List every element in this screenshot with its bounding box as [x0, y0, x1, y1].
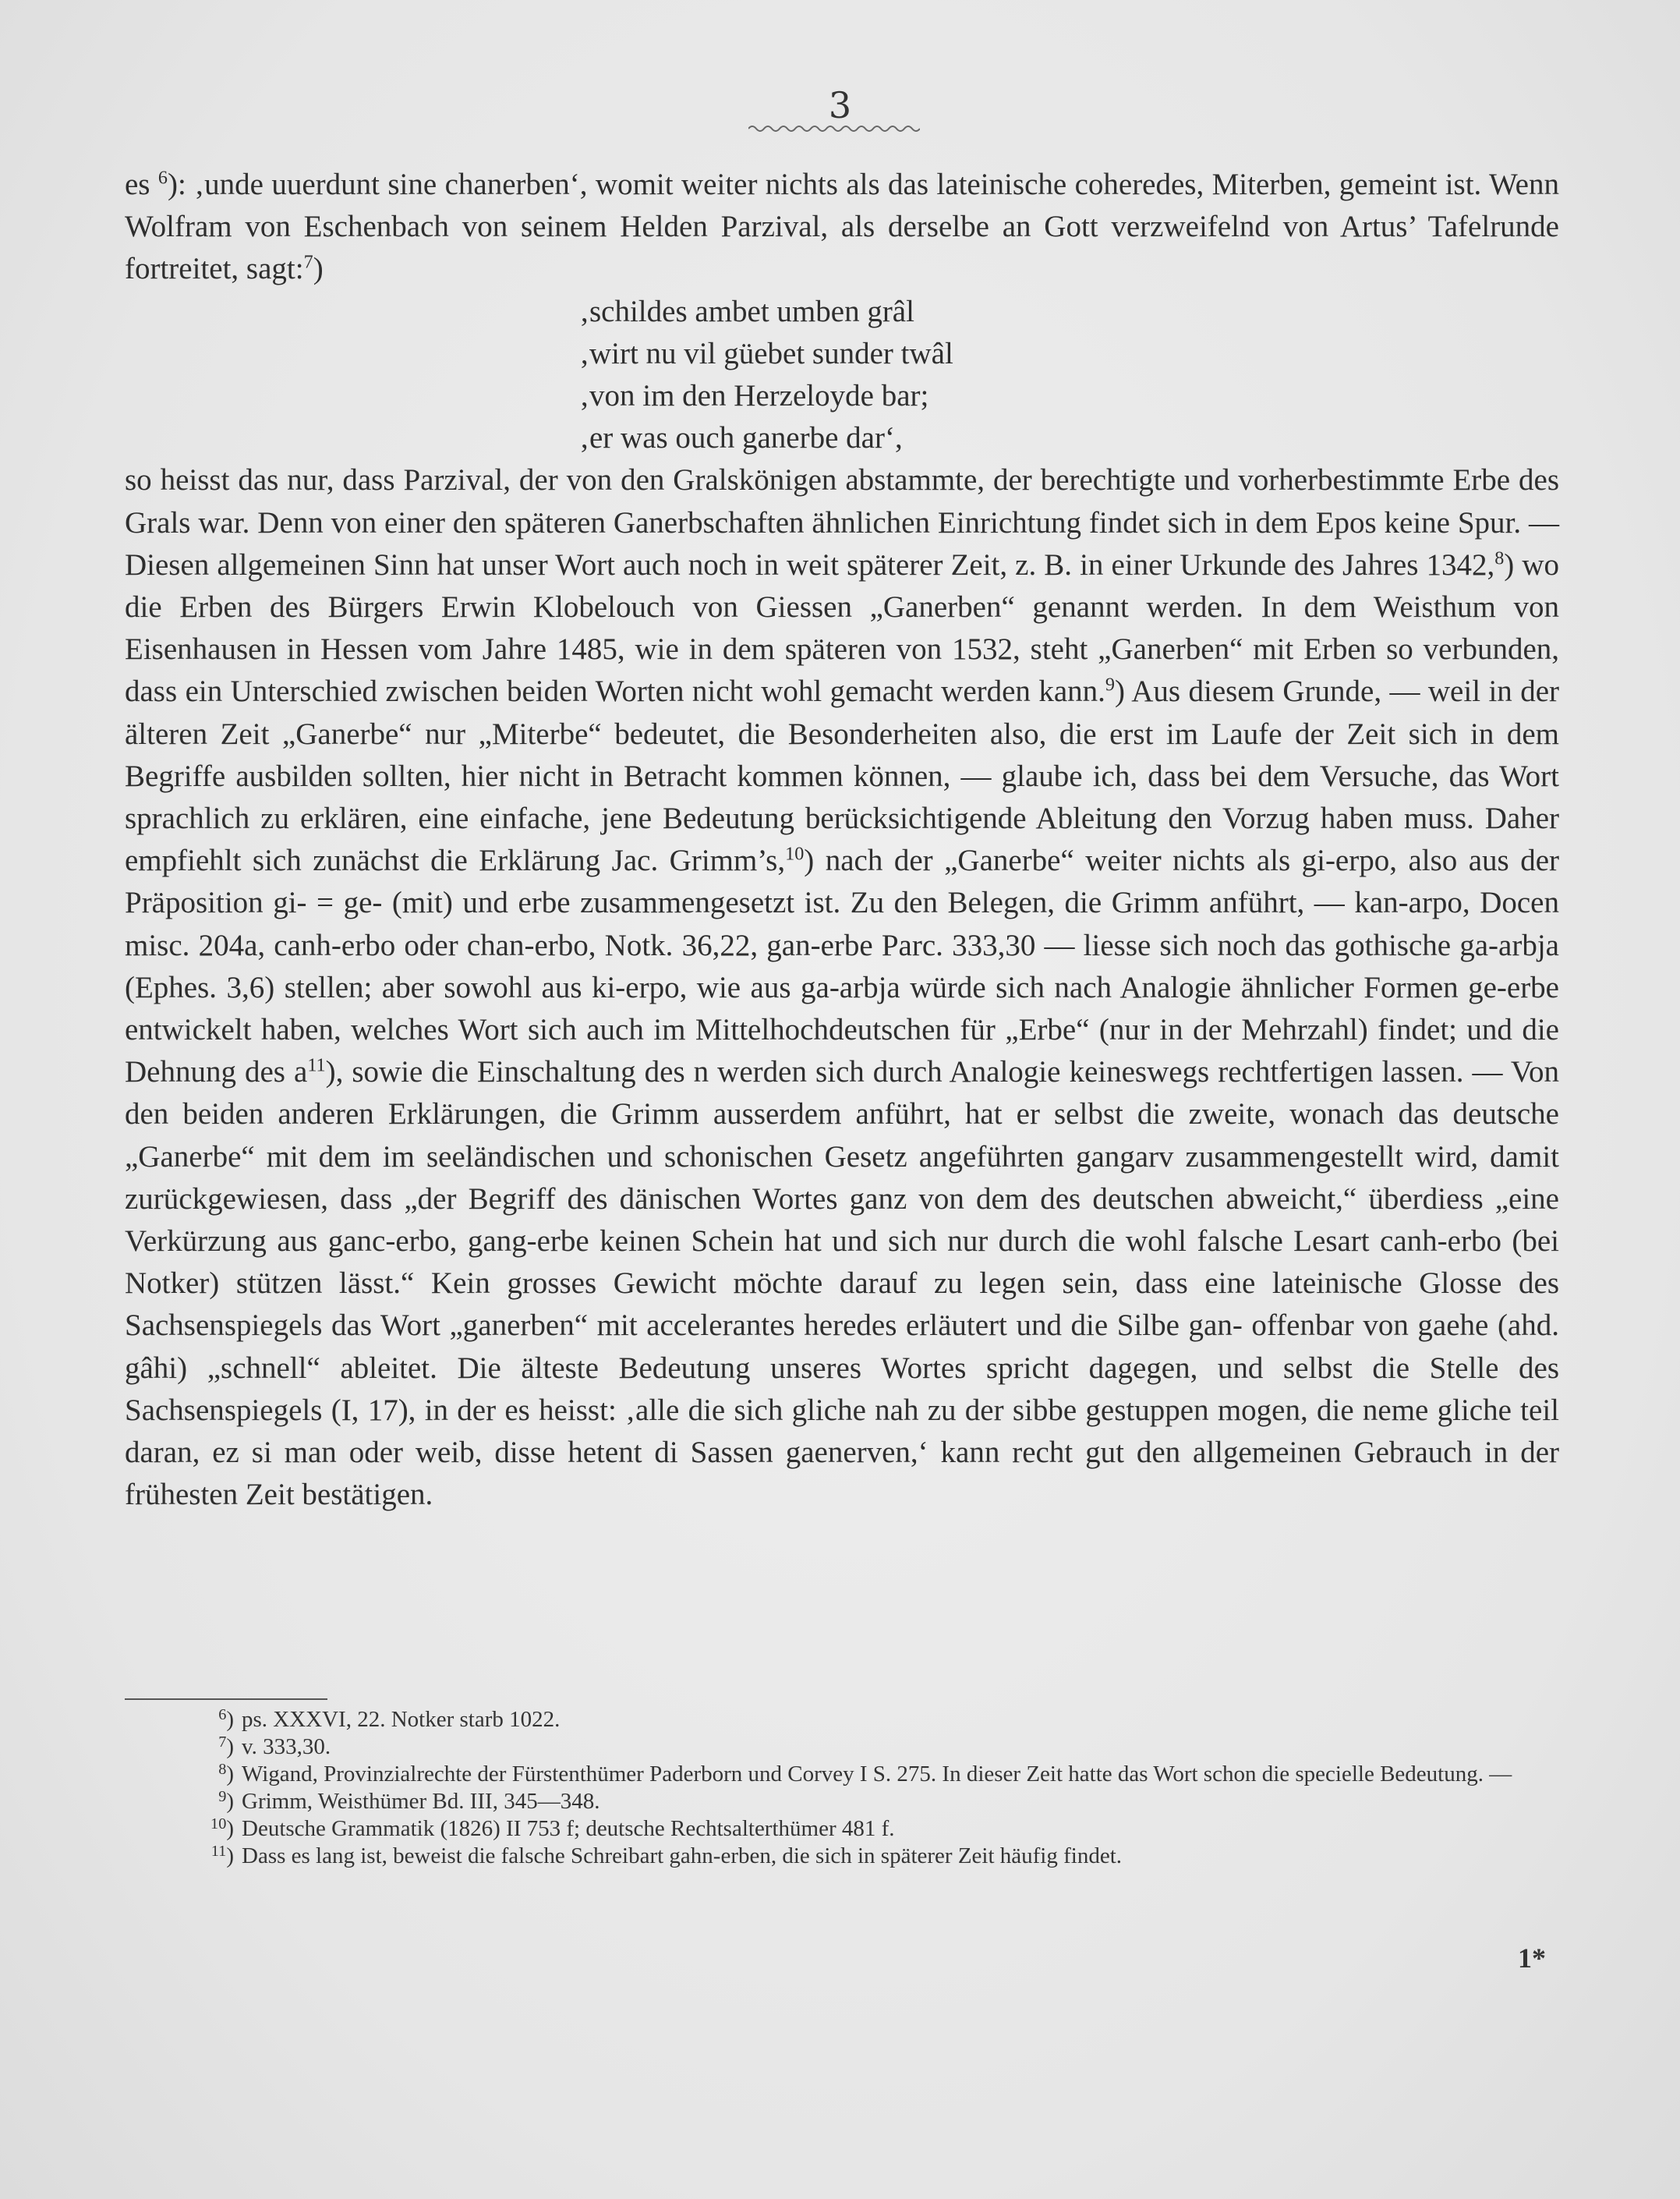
- footnote-ref: 9: [1105, 675, 1115, 696]
- footnote-number-text: 8: [218, 1760, 227, 1778]
- footnote: [125, 1843, 1562, 1870]
- footnote-text: Dass es lang ist, beweist die falsche Schreibart gahn-erben, die sich in späterer Zeit häufig findet.: [242, 1843, 1123, 1868]
- footnote-text: Wigand, Provinzialrechte der Fürstenthümer Paderborn und Corvey I S. 275. In dieser Zeit hatte das Wort schon die specielle Bedeutung. —: [242, 1762, 1512, 1786]
- printer-signature: 1*: [1518, 1942, 1546, 1974]
- verse-line: ‚von im den Herzeloyde bar;: [579, 379, 929, 413]
- footnote-number: $^9$): [218, 1787, 234, 1814]
- footnote-ref: 10: [785, 843, 805, 865]
- verse-line: ‚schildes ambet umben grâl: [579, 294, 914, 328]
- text-span: so heisst das nur, dass Parzival, der von den Gralskönigen abstammte, der berechtigte und vorherbestimmte Erbe des Grals war. Denn von einer den späteren Ganerbschaften ähnlichen Einrichtung findet sich in dem Epos keine Spur. — Diesen allgemeinen Sinn hat unser Wort auch noch in weit späterer Zeit, z. B. in einer Urkunde des Jahres 1342,: [125, 463, 1559, 582]
- footnote-number-text: 7: [218, 1733, 227, 1751]
- text-span: es: [125, 168, 158, 201]
- footnote-text: v. 333,30.: [242, 1734, 331, 1759]
- footnote-number: $^8$): [218, 1760, 234, 1786]
- main-text: [125, 164, 1559, 1517]
- footnote-ref: 11: [307, 1054, 326, 1076]
- text-span: ): [313, 252, 324, 286]
- footnote: [125, 1761, 1562, 1788]
- footnotes: [125, 1706, 1562, 1870]
- footnote-number: $^7$): [218, 1733, 234, 1759]
- footnote: [125, 1706, 1562, 1733]
- footnote-number-text: 9: [218, 1787, 227, 1805]
- verse-line: ‚wirt nu vil güebet sunder twâl: [579, 336, 953, 370]
- text-span: ), sowie die Einschaltung des n werden sich durch Analogie keineswegs rechtfertigen lassen. — Von den beiden anderen Erklärungen, die Grimm ausserdem anführt, hat er selbst die zweite, wonach das deutsche „Ganerbe“ mit dem im seeländischen und schonischen Gesetz angeführten gangarv zusammengestellt wird, damit zurückgewiesen, dass „der Begriff des dänischen Wortes ganz von dem des deutschen abweicht,“ überdiess „eine Verkürzung aus ganc-erbo, gang-erbe keinen Schein hat und sich nur durch die wohl falsche Lesart canh-erbo (bei Notker) stützen lässt.“ Kein grosses Gewicht möchte darauf zu legen sein, dass eine lateinische Glosse des Sachsenspiegels das Wort „ganerben“ mit accelerantes heredes erläutert und die Silbe gan- offenbar von gaehe (ahd. gâhi) „schnell“ ableitet. Die älteste Bedeutung unseres Wortes spricht dagegen, und selbst die Stelle des Sachsenspiegels (I, 17), in der es heisst: ‚alle die sich gliche nah zu der sibbe gestuppen mogen, die neme gliche teil daran, ez si man oder weib, disse hetent di Sassen gaenerven,‘ kann recht gut den allgemeinen Gebrauch in der frühesten Zeit bestätigen.: [125, 1055, 1559, 1512]
- footnote-text: Grimm, Weisthümer Bd. III, 345—348.: [242, 1789, 600, 1814]
- footnote-ref: 6: [157, 167, 168, 189]
- ornament-rule: [748, 123, 920, 134]
- footnote: [125, 1788, 1562, 1815]
- footnote: [125, 1815, 1562, 1843]
- footnote-number-text: 11: [210, 1842, 227, 1860]
- verse-quote: [579, 291, 1559, 460]
- footnote-divider: [125, 1698, 327, 1700]
- text-span: ) wo die Erben des Bürgers Erwin Klobelouch von Giessen „Ganerben“ genannt werden. In dem Weisthum von Eisenhausen in Hessen vom Jahre 1485, wie in dem späteren von 1532, steht „Ganerben“ mit Erben so verbunden, dass ein Unterschied zwischen beiden Worten nicht wohl gemacht werden kann.: [125, 547, 1559, 709]
- footnote-text: Deutsche Grammatik (1826) II 753 f; deutsche Rechtsalterthümer 481 f.: [242, 1816, 895, 1841]
- footnote-number-text: 6: [218, 1705, 227, 1723]
- page-number: 3: [828, 84, 852, 126]
- footnote-ref: 7: [303, 252, 313, 274]
- footnote-number: $^{10}$): [210, 1815, 234, 1841]
- footnote: [125, 1733, 1562, 1761]
- footnote-ref: 8: [1494, 547, 1505, 569]
- text-span: ) nach der „Ganerbe“ weiter nichts als gi-erpo, also aus der Präposition gi- = ge- (mit) und erbe zusammengesetzt ist. Zu den Belegen, die Grimm anführt, — kan-arpo, Docen misc. 204a, canh-erbo oder chan-erbo, Notk. 36,22, gan-erbe Parc. 333,30 — liesse sich noch das gothische ga-arbja (Ephes. 3,6) stellen; aber sowohl aus ki-erpo, wie aus ga-arbja würde sich nach Analogie ähnlicher Formen ge-erbe entwickelt haben, welches Wort sich auch im Mittelhochdeutschen für „Erbe“ (nur in der Mehrzahl) findet; und die Dehnung des a: [125, 844, 1559, 1089]
- paragraph-2: [125, 459, 1559, 1516]
- footnote-number: $^6$): [218, 1705, 234, 1732]
- paragraph-1: [125, 164, 1559, 291]
- footnote-number: $^{11}$): [210, 1842, 234, 1868]
- footnote-text: ps. XXXVI, 22. Notker starb 1022.: [242, 1707, 561, 1732]
- footnote-number-text: 10: [210, 1815, 227, 1832]
- verse-line: ‚er was ouch ganerbe dar‘,: [579, 421, 903, 455]
- text-span: ) Aus diesem Grunde, — weil in der älteren Zeit „Ganerbe“ nur „Miterbe“ bedeutet, die Besonderheiten also, die erst im Laufe der Zeit sich in dem Begriffe ausbilden sollten, hier nicht in Betracht kommen können, — glaube ich, dass bei dem Versuche, das Wort sprachlich zu erklären, eine einfache, jene Bedeutung berücksichtigende Ableitung den Vorzug haben muss. Daher empfiehlt sich zunächst die Erklärung Jac. Grimm’s,: [125, 675, 1559, 878]
- text-span: ): ‚unde uuerdunt sine chanerben‘, womit weiter nichts als das lateinische coheredes, Miterben, gemeint ist. Wenn Wolfram von Eschenbach von seinem Helden Parzival, als derselbe an Gott verzweifelnd von Artus’ Tafelrunde fortreitet, sagt:: [125, 168, 1559, 286]
